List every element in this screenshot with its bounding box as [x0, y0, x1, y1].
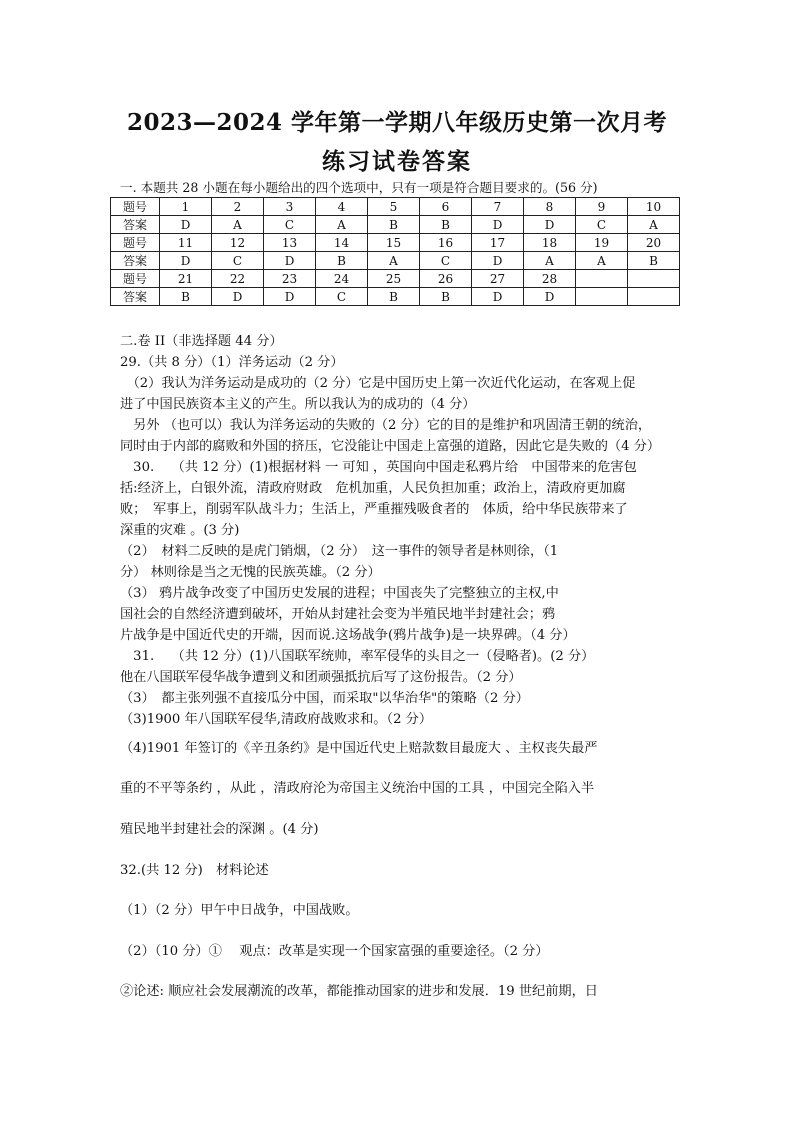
text-line: ②论述: 顺应社会发展潮流的改革，都能推动国家的进步和发展．19 世纪前期，日: [120, 984, 598, 999]
table-cell: 3: [264, 198, 316, 216]
text-line: 深重的灾难 。(3 分): [120, 523, 240, 538]
text-line: （2）（10 分）① 观点：改革是实现一个国家富强的重要途径。（2 分）: [120, 944, 549, 959]
table-cell: A: [212, 216, 264, 234]
table-cell: D: [524, 216, 576, 234]
text-line: 国社会的自然经济遭到破坏，开始从封建社会变为半殖民地半封建社会；鸦: [120, 607, 556, 622]
text-line: （3)1900 年八国联军侵华,清政府战败求和。（2 分）: [120, 712, 433, 727]
table-row: [111, 270, 680, 288]
document-subtitle: 练习试卷答案: [322, 148, 472, 175]
answer-table: [110, 197, 680, 306]
table-cell: 8: [524, 198, 576, 216]
table-cell: A: [576, 252, 628, 270]
text-line: 重的不平等条约 ，从此 ，清政府沦为帝国主义统治中国的工具 ，中国完全陷入半: [120, 781, 595, 796]
table-cell: 4: [316, 198, 368, 216]
table-cell: A: [628, 216, 680, 234]
text-line: 括:经济上，白银外流，清政府财政 危机加重，人民负担加重；政治上，清政府更加腐: [120, 481, 626, 496]
table-cell: D: [264, 252, 316, 270]
table-cell: C: [316, 288, 368, 306]
table-cell: 5: [368, 198, 420, 216]
table-cell: D: [472, 288, 524, 306]
table-row: [111, 216, 680, 234]
table-row: [111, 198, 680, 216]
table-cell: 1: [160, 198, 212, 216]
table-cell: 15: [368, 234, 420, 252]
table-cell: 19: [576, 234, 628, 252]
table-cell: 25: [368, 270, 420, 288]
table-row-header: 题号: [111, 234, 160, 252]
table-cell: D: [160, 216, 212, 234]
text-line: 败； 军事上，削弱军队战斗力；生活上，严重摧残吸食者的 体质，给中华民族带来了: [120, 502, 628, 517]
table-cell: B: [368, 288, 420, 306]
text-line: （3） 鸦片战争改变了中国历史发展的进程；中国丧失了完整独立的主权,中: [120, 586, 559, 601]
text-line: 片战争是中国近代史的开端，因而说.这场战争(鸦片战争)是一块界碑。（4 分）: [120, 628, 576, 643]
table-row-header: 答案: [111, 216, 160, 234]
table-cell: 20: [628, 234, 680, 252]
table-cell: B: [628, 252, 680, 270]
table-cell: B: [420, 288, 472, 306]
table-cell: B: [420, 216, 472, 234]
document-title: 2023—2024 学年第一学期八年级历史第一次月考: [126, 109, 668, 136]
text-line: （2） 材料二反映的是虎门销烟，（2 分） 这一事件的领导者是林则徐，（1: [120, 544, 559, 559]
text-line: （3） 都主张列强不直接瓜分中国，而采取"以华治华"的策略（2 分）: [120, 691, 529, 706]
table-cell: 27: [472, 270, 524, 288]
table-cell: D: [524, 288, 576, 306]
table-row-header: 题号: [111, 270, 160, 288]
table-row-header: 题号: [111, 198, 160, 216]
table-cell: 13: [264, 234, 316, 252]
table-cell: A: [368, 252, 420, 270]
table-cell: C: [212, 252, 264, 270]
table-cell: [576, 288, 628, 306]
table-cell: C: [576, 216, 628, 234]
table-cell: 16: [420, 234, 472, 252]
table-cell: 24: [316, 270, 368, 288]
section1-heading: 一. 本题共 28 小题在每小题给出的四个选项中，只有一项是符合题目要求的。(56 分): [120, 180, 598, 195]
table-cell: 18: [524, 234, 576, 252]
table-row: [111, 288, 680, 306]
table-cell: 14: [316, 234, 368, 252]
table-cell: B: [368, 216, 420, 234]
text-line: 31. （共 12 分）(1)八国联军统帅，率军侵华的头目之一（侵略者)。(2 分）: [120, 649, 595, 664]
table-cell: D: [472, 252, 524, 270]
table-cell: 6: [420, 198, 472, 216]
table-cell: 10: [628, 198, 680, 216]
table-cell: C: [420, 252, 472, 270]
text-line: （2）我认为洋务运动是成功的（2 分）它是中国历史上第一次近代化运动，在客观上促: [120, 376, 636, 391]
text-line: 同时由于内部的腐败和外国的挤压，它没能让中国走上富强的道路，因此它是失败的（4 分）: [120, 439, 661, 454]
table-row: [111, 252, 680, 270]
table-cell: 26: [420, 270, 472, 288]
table-cell: 22: [212, 270, 264, 288]
table-cell: D: [212, 288, 264, 306]
table-cell: D: [264, 288, 316, 306]
table-cell: D: [472, 216, 524, 234]
text-line: 30. （共 12 分）(1)根据材料 一 可知 ，英国向中国走私鸦片给 中国带来的危害包: [120, 460, 637, 475]
table-cell: [576, 270, 628, 288]
table-cell: 11: [160, 234, 212, 252]
table-cell: C: [264, 216, 316, 234]
text-line: 进了中国民族资本主义的产生。所以我认为的成功的（4 分）: [120, 397, 476, 412]
table-cell: 21: [160, 270, 212, 288]
table-row: [111, 234, 680, 252]
table-cell: 23: [264, 270, 316, 288]
text-line: 分） 林则徐是当之无愧的民族英雄。（2 分）: [120, 565, 381, 580]
text-line: 二.卷 II（非选择题 44 分）: [120, 334, 283, 349]
table-cell: A: [316, 216, 368, 234]
table-row-header: 答案: [111, 252, 160, 270]
text-line: （1）（2 分）甲午中日战争，中国战败。: [120, 903, 359, 918]
text-line: 29.（共 8 分）（1）洋务运动（2 分）: [120, 355, 344, 370]
table-cell: 7: [472, 198, 524, 216]
table-row-header: 答案: [111, 288, 160, 306]
text-line: （4)1901 年签订的《辛丑条约》是中国近代史上赔款数目最庞大 、主权丧失最严: [120, 741, 598, 756]
table-cell: D: [160, 252, 212, 270]
text-line: 殖民地半封建社会的深渊 。(4 分): [120, 822, 319, 837]
text-line: 他在八国联军侵华战争遭到义和团顽强抵抗后写了这份报告。（2 分）: [120, 670, 522, 685]
table-cell: 28: [524, 270, 576, 288]
table-cell: 9: [576, 198, 628, 216]
table-cell: [628, 270, 680, 288]
table-cell: 2: [212, 198, 264, 216]
table-cell: 17: [472, 234, 524, 252]
table-cell: B: [160, 288, 212, 306]
table-cell: 12: [212, 234, 264, 252]
text-line: 另外 （也可以）我认为洋务运动的失败的（2 分）它的目的是维护和巩固清王朝的统治，: [120, 418, 652, 433]
table-cell: A: [524, 252, 576, 270]
table-cell: B: [316, 252, 368, 270]
text-line: 32.(共 12 分) 材料论述: [120, 863, 269, 878]
table-cell: [628, 288, 680, 306]
